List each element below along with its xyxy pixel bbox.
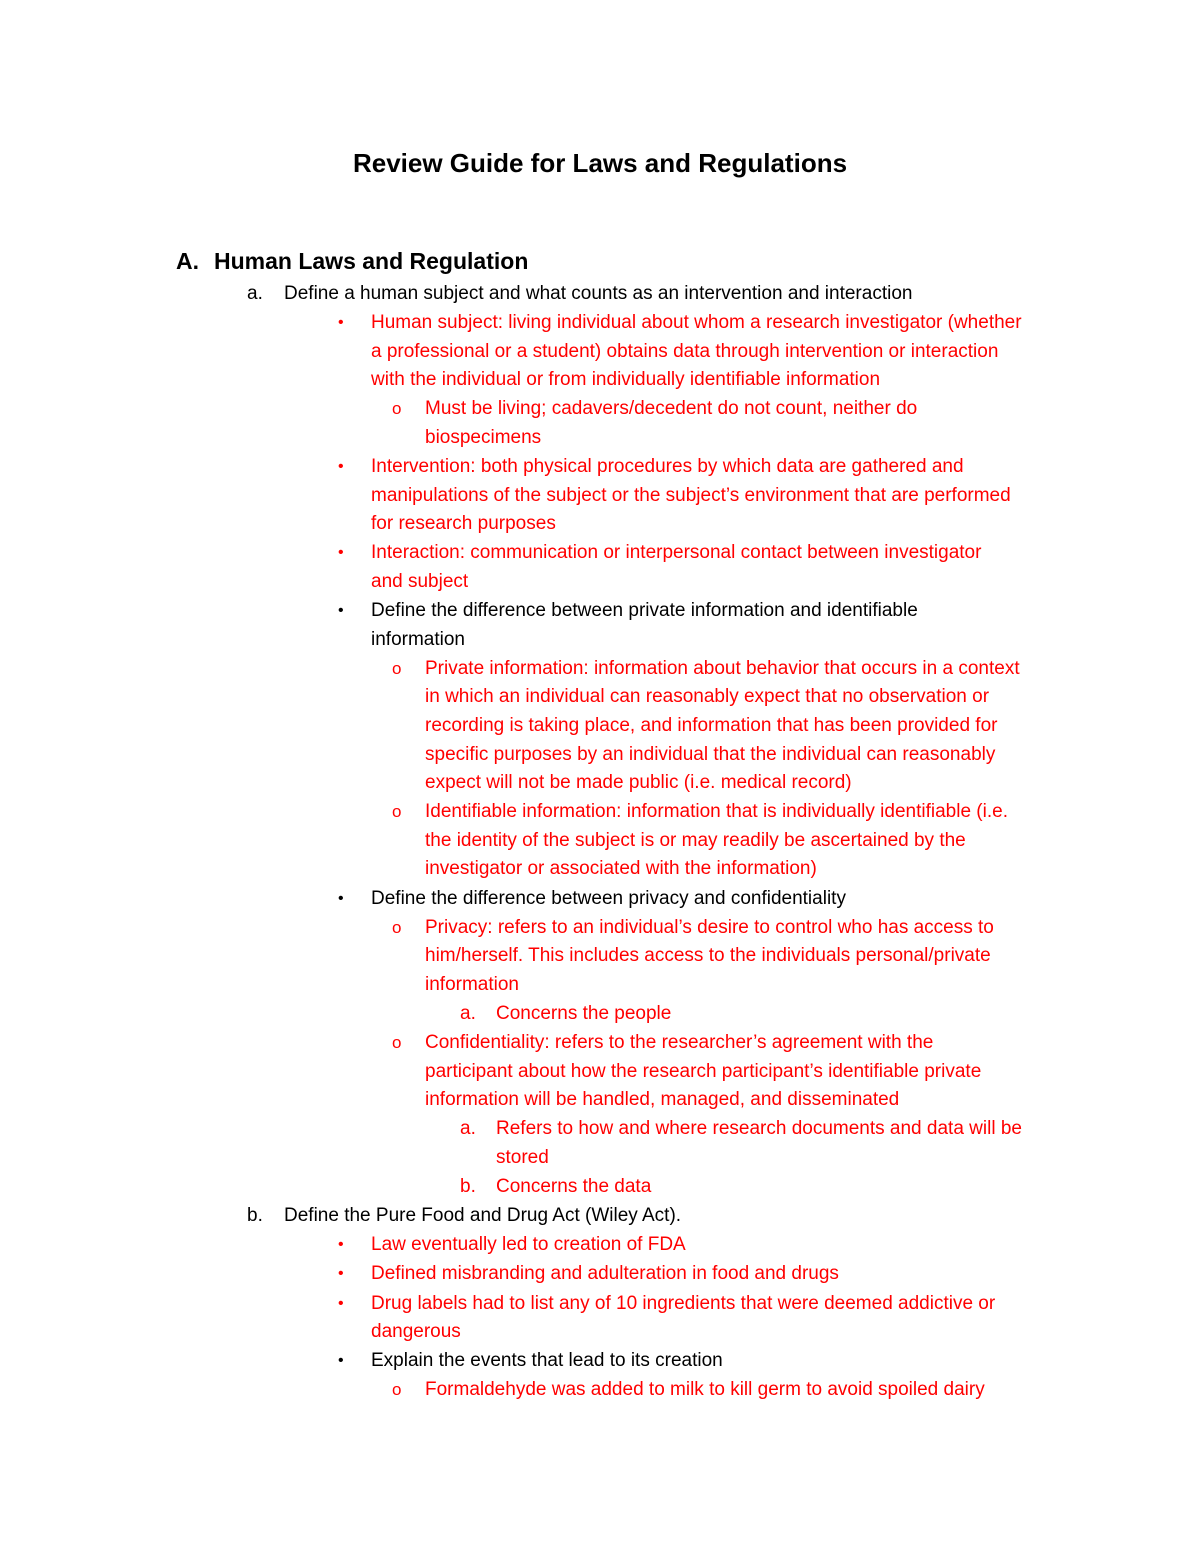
section-marker: A. <box>176 248 199 274</box>
outline-line: Define the difference between privacy and confidentiality <box>371 887 846 909</box>
outline-line: Formaldehyde was added to milk to kill germ to avoid spoiled dairy <box>425 1379 985 1401</box>
outline-item <box>247 1202 682 1231</box>
bullet-marker: • <box>338 889 344 907</box>
outline-item <box>392 1029 982 1115</box>
outline-line: Defined misbranding and adulteration in food and drugs <box>371 1263 839 1285</box>
outline-line: Must be living; cadavers/decedent do not count, neither do <box>425 398 918 420</box>
outline-item <box>460 1173 652 1202</box>
outline-item <box>392 395 918 452</box>
circle-bullet-marker: o <box>392 658 402 678</box>
outline-line: Private information: information about behavior that occurs in a context <box>425 657 1020 679</box>
outline-item <box>460 1000 672 1029</box>
outline-line: participant about how the research participant’s identifiable private <box>425 1060 982 1082</box>
outline-line: Drug labels had to list any of 10 ingredients that were deemed addictive or <box>371 1292 996 1314</box>
bullet-marker: • <box>338 1236 344 1254</box>
outline-line: Interaction: communication or interpersonal contact between investigator <box>371 542 982 564</box>
outline-line: and subject <box>371 570 469 592</box>
list-marker: b. <box>247 1205 263 1227</box>
outline-item <box>460 1115 1022 1172</box>
list-marker: a. <box>460 1003 476 1024</box>
bullet-marker: • <box>338 314 344 332</box>
bullet-marker: • <box>338 1352 344 1370</box>
outline-item <box>338 1290 996 1347</box>
outline-item <box>338 597 918 654</box>
outline-item <box>338 1347 723 1376</box>
outline-line: a professional or a student) obtains data through intervention or interaction <box>371 340 999 362</box>
outline-item <box>338 885 846 914</box>
circle-bullet-marker: o <box>392 917 402 937</box>
outline-line: Law eventually led to creation of FDA <box>371 1234 686 1256</box>
outline-line: for research purposes <box>371 513 556 535</box>
bullet-marker: • <box>338 544 344 562</box>
outline-line: Define the difference between private information and identifiable <box>371 600 918 622</box>
section-heading <box>176 243 528 279</box>
outline-item <box>247 280 913 309</box>
outline-line: the identity of the subject is or may readily be ascertained by the <box>425 829 966 851</box>
outline-line: with the individual or from individually identifiable information <box>371 369 881 391</box>
outline-line: in which an individual can reasonably expect that no observation or <box>425 686 990 708</box>
outline-line: Explain the events that lead to its creation <box>371 1350 723 1372</box>
circle-bullet-marker: o <box>392 802 402 822</box>
circle-bullet-marker: o <box>392 399 402 419</box>
outline-line: dangerous <box>371 1321 461 1343</box>
outline-line: information <box>425 973 519 995</box>
outline-line: Confidentiality: refers to the researcher’s agreement with the <box>425 1032 934 1054</box>
outline-line: Define the Pure Food and Drug Act (Wiley Act). <box>284 1205 682 1227</box>
outline-line: specific purposes by an individual that the individual can reasonably <box>425 743 996 765</box>
outline-line: Concerns the data <box>496 1176 652 1198</box>
list-marker: a. <box>460 1118 476 1140</box>
outline-line: Privacy: refers to an individual’s desire to control who has access to <box>425 916 994 938</box>
outline-line: Concerns the people <box>496 1003 672 1024</box>
outline-line: recording is taking place, and information that has been provided for <box>425 714 998 736</box>
outline-item <box>392 655 1020 798</box>
bullet-marker: • <box>338 458 344 476</box>
outline-item <box>338 309 1022 395</box>
outline-line: manipulations of the subject or the subject’s environment that are performed <box>371 484 1011 506</box>
outline-item <box>392 914 994 1000</box>
outline-item <box>338 1260 839 1289</box>
outline-line: Refers to how and where research documents and data will be <box>496 1118 1022 1140</box>
outline-item <box>392 1376 985 1405</box>
outline-item <box>338 1231 686 1260</box>
outline-line: Define a human subject and what counts as an intervention and interaction <box>284 283 913 304</box>
bullet-marker: • <box>338 602 344 620</box>
circle-bullet-marker: o <box>392 1380 402 1400</box>
bullet-marker: • <box>338 1294 344 1312</box>
list-marker: a. <box>247 283 263 304</box>
outline-line: investigator or associated with the information) <box>425 858 817 880</box>
bullet-marker: • <box>338 1265 344 1283</box>
section-heading-text: Human Laws and Regulation <box>214 248 529 274</box>
outline-item <box>338 453 1011 539</box>
outline-line: him/herself. This includes access to the individuals personal/private <box>425 945 991 967</box>
outline-line: Identifiable information: information that is individually identifiable (i.e. <box>425 801 1008 823</box>
outline-line: Intervention: both physical procedures by which data are gathered and <box>371 456 964 478</box>
list-marker: b. <box>460 1176 476 1198</box>
outline-line: stored <box>496 1146 549 1168</box>
outline-line: information <box>371 628 465 650</box>
outline-line: biospecimens <box>425 426 542 448</box>
outline-line: expect will not be made public (i.e. medical record) <box>425 772 852 794</box>
outline-line: information will be handled, managed, and disseminated <box>425 1089 900 1111</box>
document-title: Review Guide for Laws and Regulations <box>352 148 848 178</box>
circle-bullet-marker: o <box>392 1033 402 1053</box>
outline-line: Human subject: living individual about whom a research investigator (whether <box>371 312 1022 334</box>
outline-item <box>338 539 982 596</box>
outline-item <box>392 798 1008 884</box>
